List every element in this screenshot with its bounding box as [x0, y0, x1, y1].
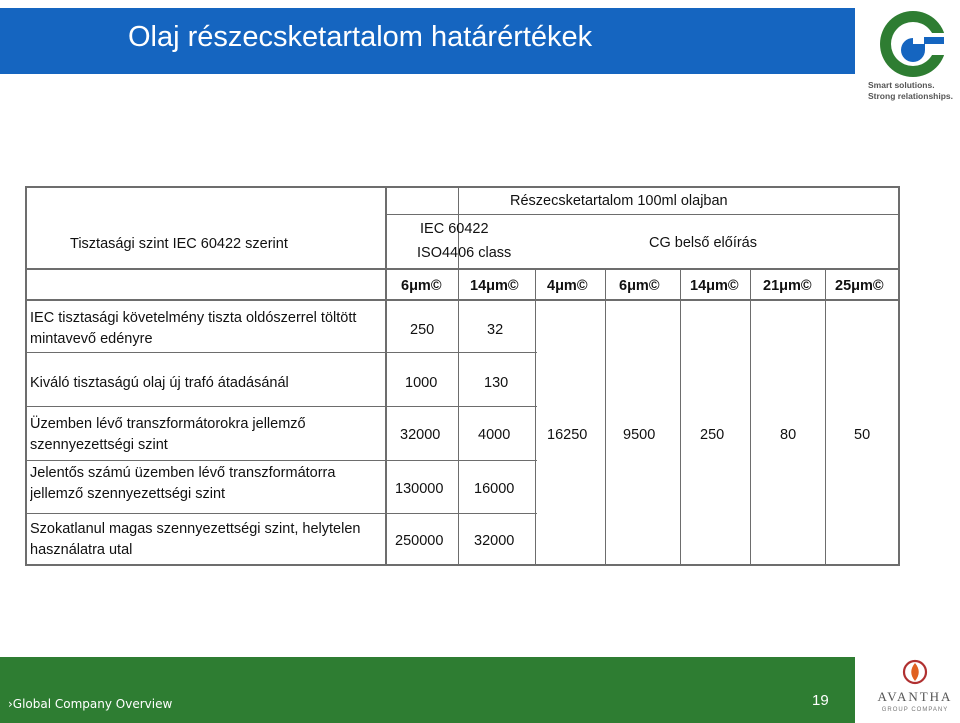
row-value: 32000 [400, 427, 441, 443]
divider [27, 352, 537, 353]
size-header: 4μm© [547, 278, 588, 294]
row-value: 16000 [474, 481, 515, 497]
particle-table [25, 186, 900, 566]
divider [680, 268, 681, 564]
avantha-sub: GROUP COMPANY [881, 707, 949, 713]
header-level: Tisztasági szint IEC 60422 szerint [70, 236, 288, 252]
row-value: 250 [410, 322, 435, 338]
divider [825, 268, 826, 564]
logo-line2: Strong relationships. [868, 91, 954, 101]
cg-value: 250 [700, 427, 725, 443]
divider [27, 460, 537, 461]
header-iso: ISO4406 class [417, 245, 512, 261]
divider [27, 299, 900, 301]
size-header: 14μm© [690, 278, 739, 294]
cg-value: 9500 [623, 427, 656, 443]
cg-value: 16250 [547, 427, 588, 443]
avantha-logo [874, 655, 956, 719]
row-label: Szokatlanul magas szennyezettségi szint, helytelen használatra utal [30, 521, 361, 558]
size-header: 6μm© [401, 278, 442, 294]
row-label: Üzemben lévő transzformátorokra jellemző szennyezettségi szint [30, 416, 306, 453]
row-label: Jelentős számú üzemben lévő transzformátorra jellemző szennyezettségi szint [30, 465, 336, 502]
divider [385, 214, 900, 215]
header-cg: CG belső előírás [649, 235, 757, 251]
footer-bar [0, 657, 855, 723]
cg-value: 80 [780, 427, 797, 443]
header-particles: Részecsketartalom 100ml olajban [510, 193, 728, 209]
cg-value: 50 [854, 427, 871, 443]
row-value: 250000 [395, 533, 444, 549]
row-value: 1000 [405, 375, 438, 391]
divider [27, 268, 900, 270]
row-label: Kiváló tisztaságú olaj új trafó átadásánál [30, 375, 289, 391]
footer-link[interactable]: ›Global Company Overview [8, 697, 173, 711]
size-header: 14μm© [470, 278, 519, 294]
size-header: 25μm© [835, 278, 884, 294]
divider [27, 406, 537, 407]
row-value: 130 [484, 375, 509, 391]
logo-tagline [868, 80, 960, 102]
row-value: 32000 [474, 533, 515, 549]
page-number: 19 [812, 692, 829, 709]
divider [27, 513, 537, 514]
divider [605, 268, 606, 564]
divider [535, 268, 536, 564]
row-label: IEC tisztasági követelmény tiszta oldószerrel töltött mintavevő edényre [30, 310, 357, 347]
page-title: Olaj részecsketartalom határértékek [128, 21, 593, 53]
header-iec: IEC 60422 [420, 221, 489, 237]
row-value: 4000 [478, 427, 511, 443]
row-value: 130000 [395, 481, 444, 497]
divider [385, 188, 387, 564]
divider [750, 268, 751, 564]
row-value: 32 [487, 322, 504, 338]
logo-line1: Smart solutions. [868, 80, 935, 90]
size-header: 21μm© [763, 278, 812, 294]
size-header: 6μm© [619, 278, 660, 294]
avantha-brand: AVANTHA [877, 689, 953, 704]
